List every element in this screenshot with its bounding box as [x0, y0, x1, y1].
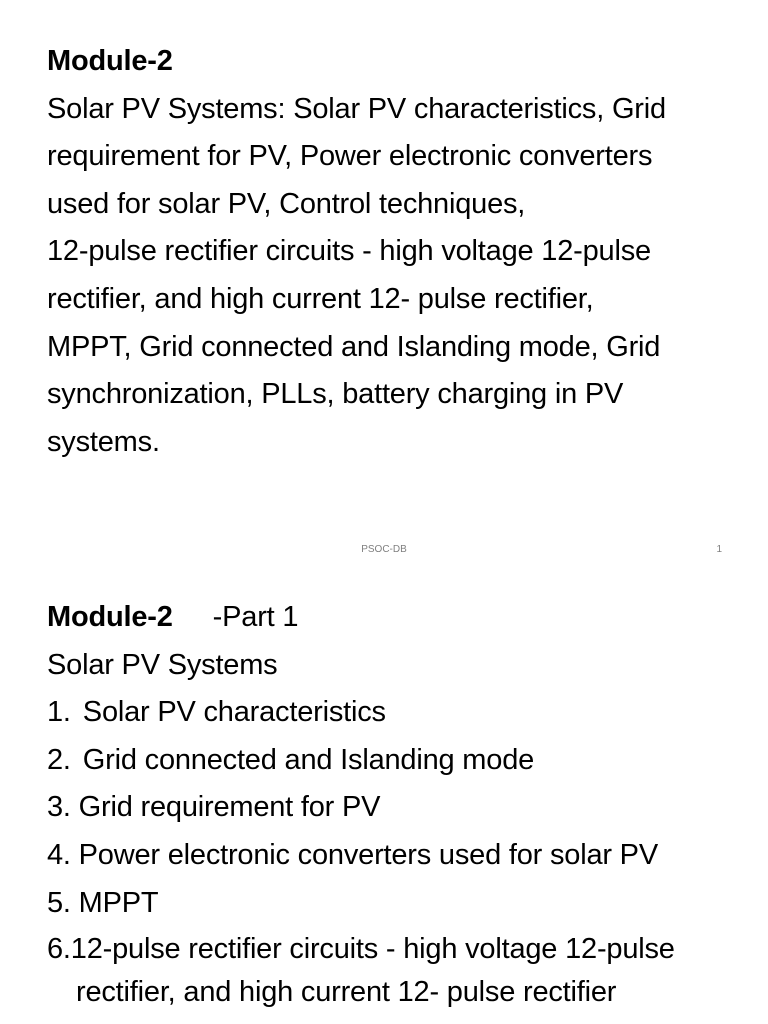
slide-1-line: synchronization, PLLs, battery charging in PV [47, 378, 624, 411]
slide-1-line: systems. [47, 425, 160, 458]
slide-1-line: 12-pulse rectifier circuits - high voltage 12-pulse [47, 235, 651, 268]
list-item-number: 2. [47, 743, 71, 776]
slide-2-content [47, 594, 728, 1014]
slide-2-title [47, 594, 728, 642]
list-item-text: Solar PV characteristics [82, 696, 386, 729]
slide-2-part-label: -Part 1 [212, 601, 299, 633]
list-item-number: 5. [47, 886, 71, 919]
list-item-text: 12-pulse rectifier circuits - high voltage 12-pulse rectifier, and high current 12- pulse rectifier [70, 933, 675, 1009]
page-number: 1 [716, 544, 722, 555]
list-item-text: Grid connected and Islanding mode [82, 743, 535, 776]
slide-1-heading: Module-2 [47, 45, 173, 77]
list-item-text: Power electronic converters used for solar PV [78, 838, 658, 871]
slide-1-line: MPPT, Grid connected and Islanding mode, Grid [47, 330, 661, 363]
list-item [47, 832, 728, 880]
list-item-text: MPPT [78, 886, 159, 919]
list-item [47, 784, 728, 832]
slide-1-line: Solar PV Systems: Solar PV characteristics, Grid [47, 92, 666, 125]
slide-2 [0, 570, 768, 1024]
slide-2-heading: Module-2 [47, 601, 173, 633]
slide-2-subtitle: Solar PV Systems [47, 648, 278, 681]
list-item-number: 6. [47, 933, 71, 966]
slide-1-line: requirement for PV, Power electronic converters [47, 140, 653, 173]
list-item [47, 737, 728, 785]
list-item-text: Grid requirement for PV [78, 791, 381, 824]
footer-label: PSOC-DB [361, 544, 407, 555]
list-item [47, 928, 696, 1014]
slide-1-line: used for solar PV, Control techniques, [47, 187, 526, 220]
list-item-number: 1. [47, 696, 71, 729]
list-item [47, 689, 728, 737]
list-item-number: 3. [47, 791, 71, 824]
slide-1-line: rectifier, and high current 12- pulse rectifier, [47, 282, 594, 315]
list-item-number: 4. [47, 838, 71, 871]
list-item [47, 880, 728, 928]
slide-1-content [47, 38, 728, 466]
